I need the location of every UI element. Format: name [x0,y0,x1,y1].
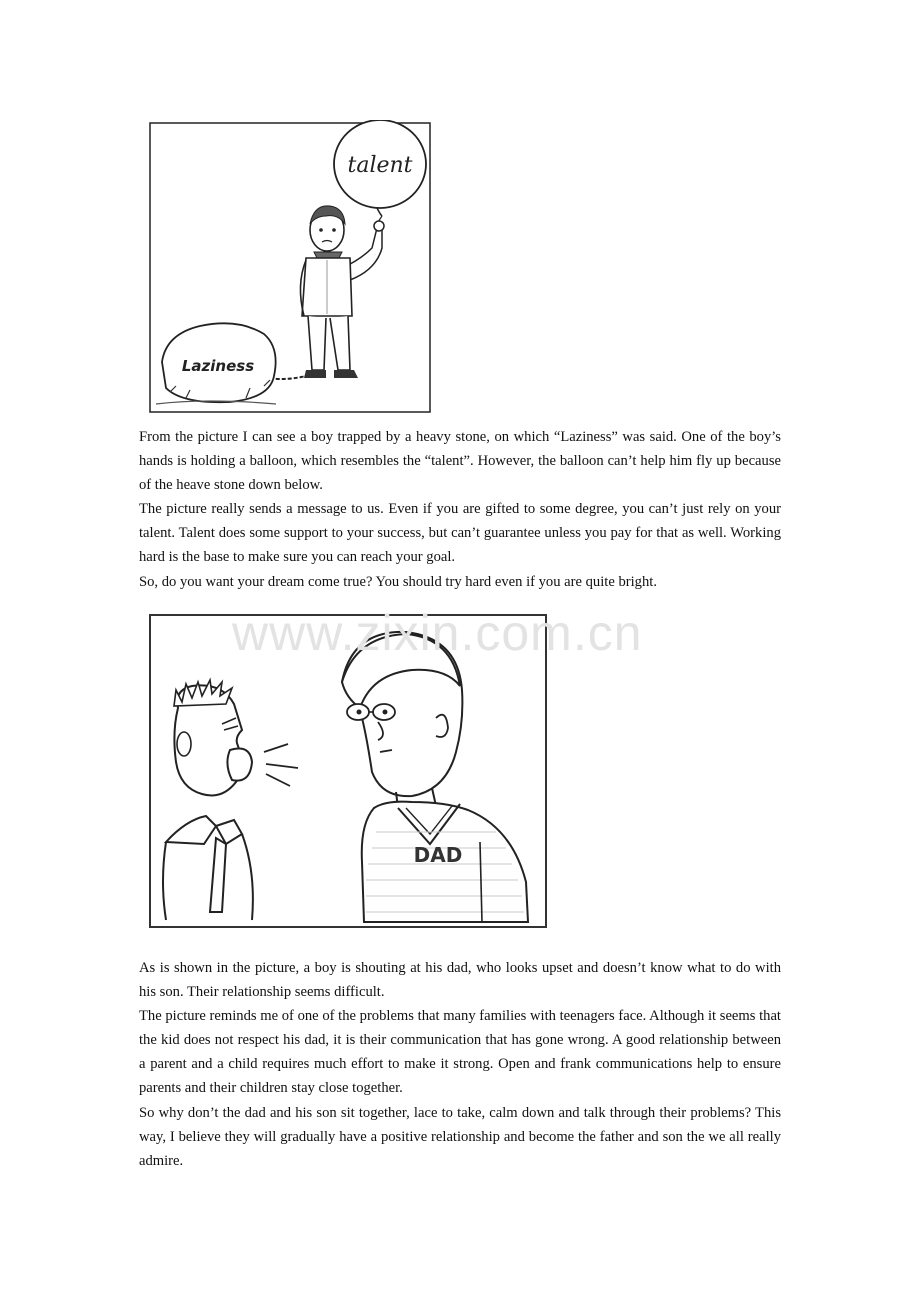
article-1 [139,425,781,594]
article-1-paragraph-2: The picture really sends a message to us. Even if you are gifted to some degree, you can’t just rely on your talent. Talent does some support to your success, but can’t guarantee unless you pay for that as well. Working hard is the base to make sure you can reach your goal. [139,501,781,566]
sweater-label: DAD [413,843,463,867]
balloon-label: talent [347,153,413,178]
cartoon-talent-laziness [146,120,434,416]
cartoon-boy-shouting-at-dad [146,612,550,930]
cartoon-talent-laziness-drawing [146,120,434,416]
article-1-paragraph-3: So, do you want your dream come true? You should try hard even if you are quite bright. [139,573,657,590]
stone-label: Laziness [181,357,255,375]
article-2 [139,956,781,1173]
article-2-paragraph-1: As is shown in the picture, a boy is shouting at his dad, who looks upset and doesn’t know what to do with his son. Their relationship seems difficult. [139,960,781,1001]
cartoon-boy-shouting-at-dad-drawing [146,612,550,930]
watermark: www.zixin.com.cn [232,605,643,661]
article-1-paragraph-1: From the picture I can see a boy trapped by a heavy stone, on which “Laziness” was said. One of the boy’s hands is holding a balloon, which resembles the “talent”. However, the balloon can’t help him fly up because of the heave stone down below. [139,429,781,494]
article-2-paragraph-2: The picture reminds me of one of the problems that many families with teenagers face. Although it seems that the kid does not respect his dad, it is their communication that has gone wrong. A good relationship between a parent and a child requires much effort to make it strong. Open and frank communications help to ensure parents and their children stay close together. [139,1008,781,1097]
article-2-paragraph-3: So why don’t the dad and his son sit together, lace to take, calm down and talk through their problems? This way, I believe they will gradually have a positive relationship and become the father and son the we all really admire. [139,1104,781,1169]
